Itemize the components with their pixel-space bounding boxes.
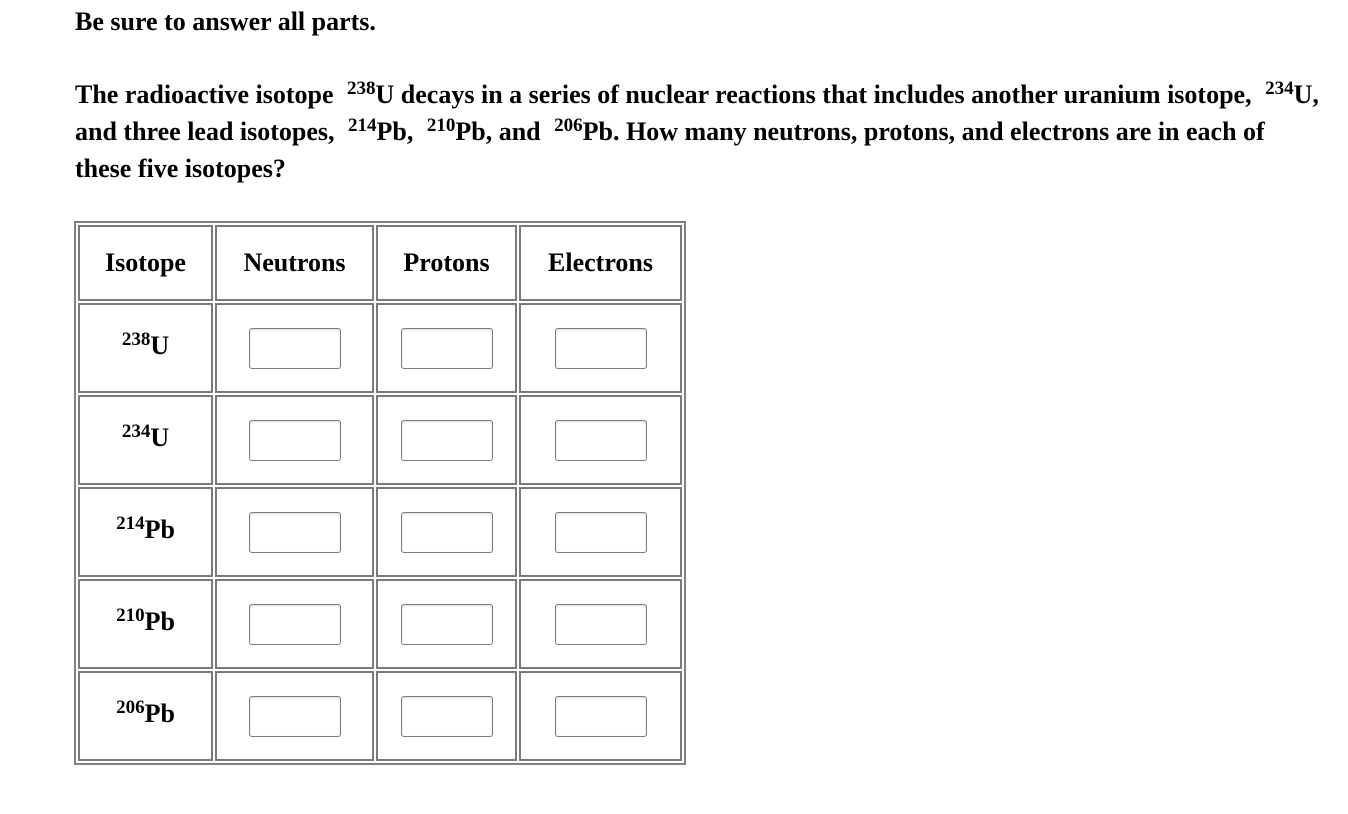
mass-number: 214: [116, 513, 145, 534]
element-symbol: Pb: [144, 607, 175, 636]
electrons-cell: [519, 579, 682, 669]
electrons-cell: [519, 671, 682, 761]
mass-number: 214: [348, 115, 377, 136]
electrons-cell: [519, 395, 682, 485]
neutrons-input-210pb[interactable]: [249, 604, 341, 645]
neutrons-cell: [215, 487, 374, 577]
mass-number: 206: [116, 697, 145, 718]
isotope-cell: [78, 303, 213, 393]
table-header-row: [78, 225, 682, 301]
electrons-input-238u[interactable]: [555, 328, 647, 369]
isotope-cell: [78, 487, 213, 577]
isotope-cell: [78, 395, 213, 485]
neutrons-cell: [215, 671, 374, 761]
question-part: The radioactive isotope: [75, 80, 334, 109]
table-row: [78, 579, 682, 669]
protons-input-214pb[interactable]: [401, 512, 493, 553]
isotope-label: [122, 331, 169, 360]
header-electrons: Electrons: [519, 225, 682, 301]
table-row: [78, 487, 682, 577]
question-part: Pb,: [376, 117, 414, 146]
mass-number: 210: [426, 115, 456, 136]
protons-cell: [376, 395, 517, 485]
isotope-label: [116, 515, 175, 544]
protons-cell: [376, 303, 517, 393]
mass-number: 234: [121, 421, 151, 442]
isotope-table: [74, 221, 686, 765]
element-symbol: Pb: [144, 515, 175, 544]
neutrons-cell: [215, 303, 374, 393]
neutrons-input-234u[interactable]: [249, 420, 341, 461]
mass-number: 206: [554, 115, 583, 136]
question-text: [75, 76, 1325, 187]
table-row: [78, 303, 682, 393]
neutrons-input-238u[interactable]: [249, 328, 341, 369]
protons-cell: [376, 487, 517, 577]
mass-number: 238: [121, 329, 151, 350]
electrons-input-210pb[interactable]: [555, 604, 647, 645]
neutrons-cell: [215, 579, 374, 669]
instructions-text: Be sure to answer all parts.: [75, 7, 376, 36]
protons-cell: [376, 671, 517, 761]
header-isotope: Isotope: [78, 225, 213, 301]
isotope-label: [116, 699, 175, 728]
table-row: [78, 671, 682, 761]
element-symbol: U: [150, 423, 170, 452]
electrons-input-214pb[interactable]: [555, 512, 647, 553]
header-protons: Protons: [376, 225, 517, 301]
isotope-label: [122, 423, 169, 452]
protons-input-206pb[interactable]: [401, 696, 493, 737]
electrons-input-234u[interactable]: [555, 420, 647, 461]
protons-input-210pb[interactable]: [401, 604, 493, 645]
electrons-cell: [519, 487, 682, 577]
isotope-label: [116, 607, 175, 636]
question-part: U, and three lead isotopes,: [75, 80, 1319, 146]
isotope-cell: [78, 579, 213, 669]
protons-input-238u[interactable]: [401, 328, 493, 369]
table-row: [78, 395, 682, 485]
electrons-input-206pb[interactable]: [555, 696, 647, 737]
question-part: Pb. How many neutrons, protons, and electrons are in each of these five isotopes?: [75, 117, 1265, 183]
neutrons-cell: [215, 395, 374, 485]
mass-number: 238: [347, 78, 376, 99]
electrons-cell: [519, 303, 682, 393]
mass-number: 234: [1265, 78, 1294, 99]
protons-cell: [376, 579, 517, 669]
element-symbol: U: [150, 331, 170, 360]
question-part: U decays in a series of nuclear reactions that includes another uranium isotope,: [375, 80, 1252, 109]
header-neutrons: Neutrons: [215, 225, 374, 301]
neutrons-input-214pb[interactable]: [249, 512, 341, 553]
neutrons-input-206pb[interactable]: [249, 696, 341, 737]
mass-number: 210: [116, 605, 145, 626]
isotope-cell: [78, 671, 213, 761]
element-symbol: Pb: [144, 699, 175, 728]
protons-input-234u[interactable]: [401, 420, 493, 461]
question-part: Pb, and: [455, 117, 541, 146]
